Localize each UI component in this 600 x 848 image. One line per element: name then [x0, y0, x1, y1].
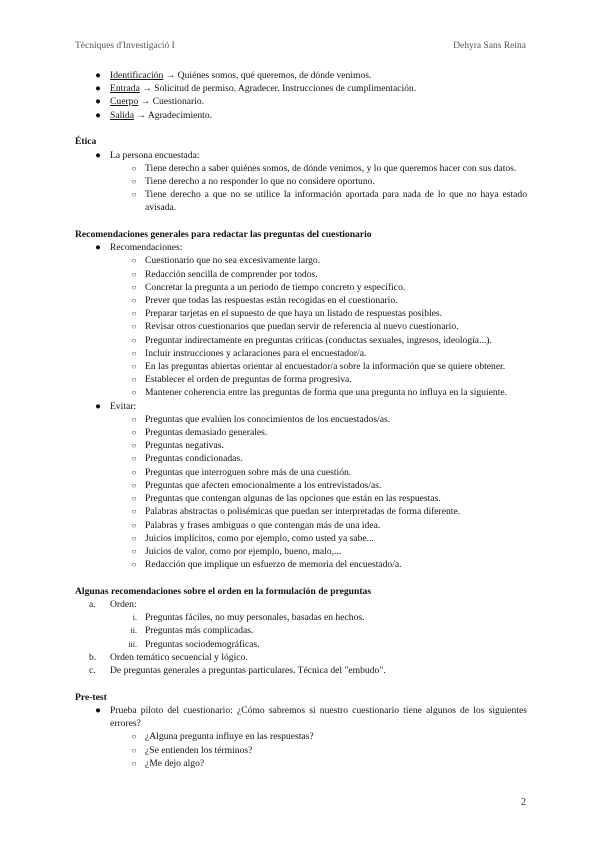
list-subitem [75, 188, 527, 214]
section-heading-recomendaciones: Recomendaciones generales para redactar las preguntas del cuestionario [75, 229, 372, 241]
list-term: Cuerpo [110, 96, 139, 108]
circle-bullet-icon: ○ [131, 388, 137, 398]
list-text: Preguntas que evalúen los conocimientos de los encuestados/as. [145, 413, 391, 425]
list-subitem [75, 730, 527, 743]
list-text: → Agradecimiento. [133, 109, 213, 121]
list-marker: i. [132, 613, 137, 623]
list-subitem [75, 373, 527, 386]
bullet-icon: ● [95, 83, 101, 95]
list-subitem [75, 558, 527, 571]
list-text: Tiene derecho a que no se utilice la información aportada para nada de lo que no haya estado avisada. [145, 189, 527, 214]
list-marker: ii. [130, 626, 137, 636]
list-subitem [75, 492, 527, 505]
header-course-title: Tècniques d'Investigació I [75, 41, 175, 51]
list-subitem [75, 532, 527, 545]
list-subitem [75, 611, 527, 624]
list-text: Orden: [110, 599, 137, 611]
circle-bullet-icon: ○ [131, 758, 137, 768]
circle-bullet-icon: ○ [131, 176, 137, 186]
list-text: Incluir instrucciones y aclaraciones para el encuestador/a. [145, 347, 367, 359]
list-subitem [75, 479, 527, 492]
list-text: Evitar: [110, 400, 137, 412]
list-text: Preguntas más complicadas. [145, 625, 254, 637]
list-text: Preguntas que contengan algunas de las opciones que están en las respuestas. [145, 493, 441, 505]
list-text: Preguntas que afecten emocionalmente a los entrevistados/as. [145, 479, 382, 491]
bullet-icon: ● [95, 70, 101, 81]
list-text: Redacción que implique un esfuerzo de memoria del encuestado/a. [145, 559, 402, 571]
list-subitem [75, 268, 527, 281]
list-item [75, 69, 527, 82]
list-marker: c. [89, 665, 96, 677]
list-text: Concretar la pregunta a un periodo de tiempo concreto y específico. [145, 281, 406, 293]
list-subitem [75, 360, 527, 373]
list-text: Preparar tarjetas en el supuesto de que haya un listado de respuestas posibles. [145, 308, 443, 320]
list-text: La persona encuestada: [110, 149, 200, 161]
list-text: De preguntas generales a preguntas particulares. Técnica del "embudo". [110, 665, 386, 677]
circle-bullet-icon: ○ [131, 494, 137, 504]
circle-bullet-icon: ○ [131, 163, 137, 173]
list-term: Salida [110, 109, 134, 121]
circle-bullet-icon: ○ [131, 467, 137, 477]
list-text: → Quiénes somos, qué queremos, de dónde venimos. [163, 70, 372, 81]
section-heading-orden: Algunas recomendaciones sobre el orden en la formulación de preguntas [75, 585, 372, 597]
circle-bullet-icon: ○ [131, 296, 137, 306]
list-item [75, 95, 527, 108]
list-subitem [75, 439, 527, 452]
circle-bullet-icon: ○ [131, 441, 137, 451]
list-marker: b. [89, 651, 97, 663]
list-subitem [75, 757, 527, 770]
circle-bullet-icon: ○ [131, 520, 137, 530]
bullet-icon: ● [95, 149, 101, 161]
list-text: Preguntas fáciles, no muy personales, basadas en hechos. [145, 612, 365, 624]
list-subitem [75, 307, 527, 320]
header-author: Dehyra Sans Reina [453, 41, 526, 51]
list-text: → Cuestionario. [138, 96, 205, 108]
list-text: Mantener coherencia entre las preguntas de forma que una pregunta no influya en la siguiente. [145, 387, 508, 399]
list-text: Prever que todas las respuestas están recogidas en el cuestionario. [145, 295, 398, 307]
list-text: → Solicitud de permiso. Agradecer. Instrucciones de cumplimentación. [139, 83, 417, 95]
list-text: Tiene derecho a saber quiénes somos, de dónde venimos, y lo que queremos hacer con sus datos. [145, 162, 517, 174]
bullet-icon: ● [95, 704, 101, 716]
circle-bullet-icon: ○ [131, 454, 137, 464]
list-text: Juicios implícitos, como por ejemplo, como usted ya sabe... [145, 532, 374, 544]
list-text: Palabras y frases ambiguas o que contengan más de una idea. [145, 519, 381, 531]
list-subitem [75, 426, 527, 439]
list-subitem [75, 386, 527, 399]
list-marker: a. [89, 599, 96, 611]
circle-bullet-icon: ○ [131, 335, 137, 345]
list-subitem [75, 638, 527, 651]
list-subitem [75, 347, 527, 360]
list-text: ¿Se entienden los términos? [145, 744, 253, 756]
list-text: Preguntas que interroguen sobre más de una cuestión. [145, 466, 352, 478]
list-subitem [75, 334, 527, 347]
list-item [75, 651, 527, 664]
page-content [75, 69, 527, 770]
list-text: Recomendaciones: [110, 242, 183, 254]
list-subitem [75, 545, 527, 558]
list-text: Redacción sencilla de comprender por todos. [145, 268, 318, 280]
list-text: Palabras abstractas o polisémicas que puedan ser interpretadas de forma diferente. [145, 506, 461, 518]
list-subitem [75, 175, 527, 188]
circle-bullet-icon: ○ [131, 732, 137, 742]
list-item [75, 149, 527, 162]
list-item [75, 598, 527, 611]
circle-bullet-icon: ○ [131, 546, 137, 556]
list-subitem [75, 452, 527, 465]
list-item [75, 109, 527, 122]
list-subitem [75, 162, 527, 175]
circle-bullet-icon: ○ [131, 533, 137, 543]
list-text: Preguntas demasiado generales. [145, 427, 268, 439]
list-subitem [75, 624, 527, 637]
page-number: 2 [521, 797, 526, 808]
list-item [75, 241, 527, 254]
list-item [75, 664, 527, 677]
list-item [75, 400, 527, 413]
list-term: Entrada [110, 83, 140, 95]
circle-bullet-icon: ○ [131, 348, 137, 358]
list-subitem [75, 505, 527, 518]
list-text: Preguntas sociodemográficas. [145, 638, 260, 650]
list-subitem [75, 744, 527, 757]
section-heading-etica: Ética [75, 136, 97, 148]
list-text: Cuestionario que no sea excesivamente largo. [145, 255, 321, 267]
circle-bullet-icon: ○ [131, 560, 137, 570]
list-text: Preguntas negativas. [145, 440, 224, 452]
circle-bullet-icon: ○ [131, 282, 137, 292]
bullet-icon: ● [95, 96, 101, 108]
list-text: ¿Me dejo algo? [145, 757, 205, 769]
list-text: Preguntar indirectamente en preguntas críticas (conductas sexuales, ingresos, ideología...). [145, 334, 492, 346]
circle-bullet-icon: ○ [131, 414, 137, 424]
list-text: ¿Alguna pregunta influye en las respuestas? [145, 731, 314, 743]
list-subitem [75, 466, 527, 479]
list-item [75, 704, 527, 730]
circle-bullet-icon: ○ [131, 322, 137, 332]
list-text: Revisar otros cuestionarios que puedan servir de referencia al nuevo cuestionario. [145, 321, 459, 333]
circle-bullet-icon: ○ [131, 362, 137, 372]
list-subitem [75, 281, 527, 294]
section-heading-pretest: Pre-test [75, 691, 107, 703]
list-marker: iii. [128, 639, 137, 649]
circle-bullet-icon: ○ [131, 745, 137, 755]
list-item [75, 82, 527, 95]
list-subitem [75, 519, 527, 532]
list-term: Identificación [110, 70, 164, 81]
circle-bullet-icon: ○ [131, 507, 137, 517]
circle-bullet-icon: ○ [131, 375, 137, 385]
circle-bullet-icon: ○ [131, 269, 137, 279]
list-subitem [75, 254, 527, 267]
bullet-icon: ● [95, 400, 101, 412]
bullet-icon: ● [95, 242, 101, 254]
list-text: Juicios de valor, como por ejemplo, bueno, malo,... [145, 545, 342, 557]
list-text: Tiene derecho a no responder lo que no considere oportuno. [145, 175, 375, 187]
circle-bullet-icon: ○ [131, 428, 137, 438]
list-text: Establecer el orden de preguntas de forma progresiva. [145, 374, 352, 386]
circle-bullet-icon: ○ [131, 256, 137, 266]
circle-bullet-icon: ○ [131, 309, 137, 319]
bullet-icon: ● [95, 109, 101, 121]
circle-bullet-icon: ○ [131, 190, 137, 200]
list-subitem [75, 320, 527, 333]
list-subitem [75, 413, 527, 426]
list-text: Preguntas condicionadas. [145, 453, 243, 465]
list-text: En las preguntas abiertas orientar al encuestador/a sobre la información que se quiere obtener. [145, 361, 506, 373]
list-text: Prueba piloto del cuestionario: ¿Cómo sabremos si nuestro cuestionario tiene algunos de los siguientes errores? [110, 704, 527, 730]
list-subitem [75, 294, 527, 307]
circle-bullet-icon: ○ [131, 480, 137, 490]
list-text: Orden temático secuencial y lógico. [110, 651, 248, 663]
